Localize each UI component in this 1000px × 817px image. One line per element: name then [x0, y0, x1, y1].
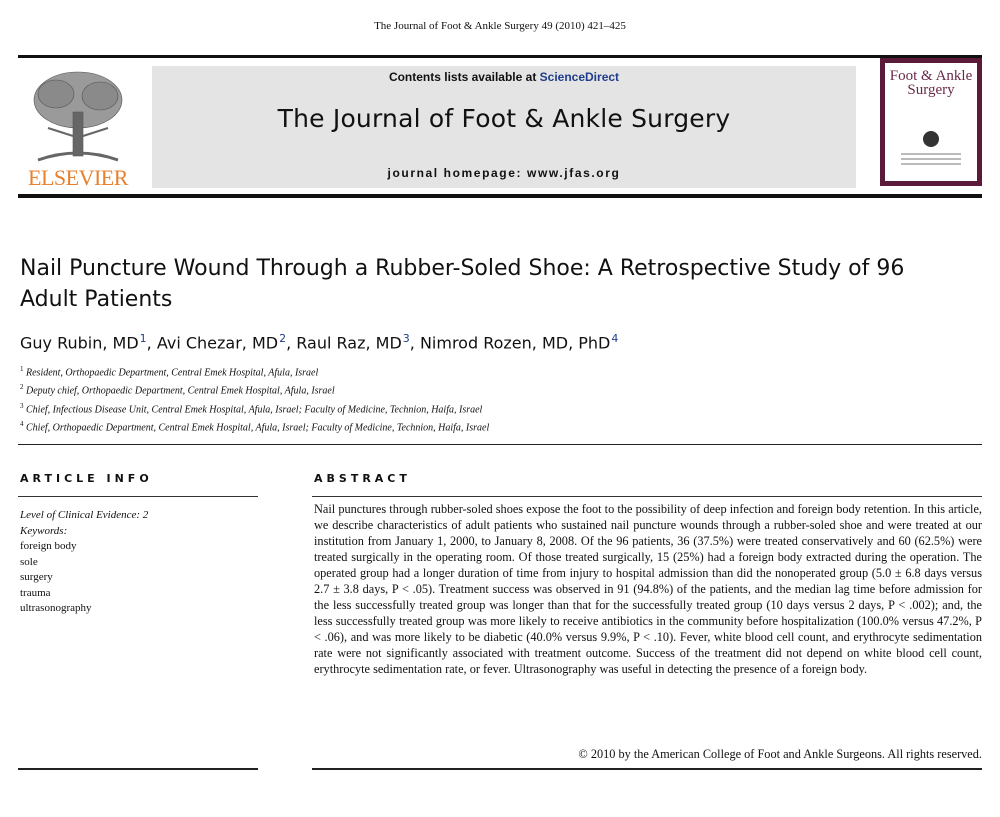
keyword-item[interactable]: surgery — [20, 571, 53, 583]
cover-badge-icon — [923, 131, 939, 147]
journal-citation: The Journal of Foot & Ankle Surgery 49 (2010) 421–425 — [374, 20, 626, 32]
journal-banner — [152, 66, 856, 188]
affiliation-item: $^4$ Chief, Orthopaedic Department, Central Emek Hospital, Afula, Israel; Faculty of Medicine, Technion, Haifa, Israel — [20, 419, 490, 434]
keywords-label: Keywords: — [20, 524, 68, 537]
abstract-bottom-rule — [312, 768, 982, 770]
article-info-bottom-rule — [18, 768, 258, 770]
author-name: Avi Chezar, MD — [156, 333, 279, 353]
author-affil-marker[interactable]: 2 — [279, 332, 287, 345]
abstract-rule — [312, 496, 982, 497]
author-affil-marker[interactable]: 1 — [139, 332, 147, 345]
journal-cover-image — [880, 58, 982, 186]
copyright-line: © 2010 by the American College of Foot and Ankle Surgeons. All rights reserved. — [578, 747, 982, 761]
affiliation-item: $^1$ Resident, Orthopaedic Department, Central Emek Hospital, Afula, Israel — [20, 365, 319, 379]
journal-title: The Journal of Foot & Ankle Surgery — [277, 104, 731, 133]
keyword-item[interactable]: foreign body — [20, 540, 77, 552]
abstract-heading: ABSTRACT — [314, 472, 411, 485]
article-info-body — [20, 508, 250, 617]
contents-prefix: Contents lists available at — [388, 70, 540, 84]
paper-title: Nail Puncture Wound Through a Rubber-Soled Shoe: A Retrospective Study of 96 Adult Patients — [20, 256, 905, 312]
elsevier-logo-text: ELSEVIER — [28, 165, 128, 190]
author-name: Nimrod Rozen, MD, PhD — [419, 333, 611, 353]
sciencedirect-link[interactable]: ScienceDirect — [539, 70, 620, 84]
author-name: Guy Rubin, MD — [20, 333, 139, 353]
header-top-rule — [18, 55, 982, 58]
cover-title-text: Foot & Ankle Surgery — [889, 68, 973, 98]
affiliation-divider — [18, 444, 982, 445]
journal-homepage[interactable]: journal homepage: www.jfas.org — [387, 166, 621, 180]
article-info-rule — [18, 496, 258, 497]
abstract-text: Nail punctures through rubber-soled shoes expose the foot to the possibility of deep infection and foreign body retention. In this article, we describe characteristics of adult patients who sustained nail puncture wounds through a rubber-soled shoe and were treated at our institution from January 1, 2000, to January 8, 2008. Of the 96 patients, 36 (37.5%) were treated conservatively and 60 (62.5%) were treated surgically in the operating room. Of those treated surgically, 15 (25%) had a foreign body extracted during the operation. The operated group had a longer duration of time from injury to hospital admission than did the nonoperated group (5.0 ± 6.8 days versus 2.7 ± 3.8 days, P < .05). Treatment success was observed in 91 (94.8%) of the patients, and the median lag time before admission for the less successfully treated group was longer than that for the successfully treated group (10 days versus 2 days, P < .002); and, the less successfully treated group was more likely to receive antibiotics in the community before hospitalization (100.0% versus 47.2%, P < .06), and was more likely to be diabetic (40.0% versus 9.9%, P < .10). Fever, white blood cell count, and erythrocyte sedimentation rate were not significantly associated with treatment outcome. Success of the treatment did not depend on white blood cell count, erythrocyte sedimentation rate, or fever. Ultrasonography was useful in detecting the presence of a foreign body. — [314, 502, 982, 676]
header-bottom-rule — [18, 194, 982, 198]
keyword-item[interactable]: ultrasonography — [20, 602, 92, 614]
article-info-heading: ARTICLE INFO — [20, 472, 153, 485]
affiliation-item: $^2$ Deputy chief, Orthopaedic Department, Central Emek Hospital, Afula, Israel — [20, 383, 335, 397]
contents-available-line — [152, 70, 856, 84]
keyword-item[interactable]: sole — [20, 555, 38, 568]
author-affil-marker[interactable]: 4 — [611, 332, 619, 345]
author-list: Guy Rubin, $MD^1$, Avi Chezar, $MD^2$, Raul Raz, $MD^3$, Nimrod Rozen, MD, PhD$^4$ — [20, 332, 619, 353]
affiliations — [20, 362, 920, 435]
author-affil-marker[interactable]: 3 — [402, 332, 410, 345]
keyword-item[interactable]: trauma — [20, 586, 51, 599]
author-name: Raul Raz, MD — [296, 333, 402, 353]
evidence-level: Level of Clinical Evidence: 2 — [20, 509, 149, 521]
affiliation-item: $^3$ Chief, Infectious Disease Unit, Central Emek Hospital, Afula, Israel; Faculty of Medicine, Technion, Haifa, Israel — [20, 401, 483, 415]
